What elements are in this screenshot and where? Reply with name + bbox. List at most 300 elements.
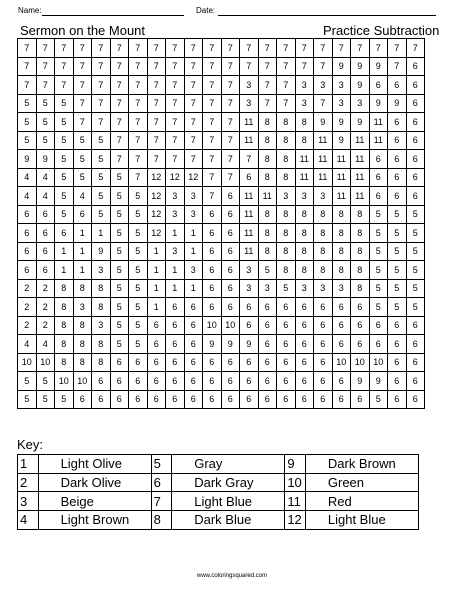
grid-cell: 9: [351, 57, 370, 76]
grid-cell: 7: [277, 57, 296, 76]
grid-cell: 6: [221, 298, 240, 317]
grid-cell: 3: [240, 261, 259, 280]
grid-cell: 11: [240, 224, 259, 243]
grid-cell: 1: [147, 261, 166, 280]
grid-cell: 6: [258, 372, 277, 391]
grid-cell: 7: [110, 150, 129, 169]
number-grid: [17, 38, 425, 409]
grid-cell: 1: [166, 261, 185, 280]
grid-cell: 6: [258, 353, 277, 372]
grid-cell: 5: [36, 372, 55, 391]
grid-cell: 6: [314, 372, 333, 391]
grid-cell: 7: [147, 57, 166, 76]
grid-cell: 11: [351, 187, 370, 206]
grid-cell: 6: [147, 372, 166, 391]
grid-cell: 6: [166, 298, 185, 317]
grid-cell: 6: [92, 372, 111, 391]
grid-cell: 3: [73, 298, 92, 317]
grid-cell: 3: [92, 316, 111, 335]
key-color-name: Light Blue: [172, 492, 285, 511]
grid-cell: 7: [129, 76, 148, 95]
grid-cell: 9: [369, 372, 388, 391]
grid-cell: 5: [55, 187, 74, 206]
grid-cell: 1: [92, 224, 111, 243]
grid-cell: 6: [203, 353, 222, 372]
grid-cell: 7: [258, 76, 277, 95]
grid-cell: 7: [406, 39, 425, 58]
grid-cell: 7: [203, 187, 222, 206]
grid-cell: 8: [92, 335, 111, 354]
grid-cell: 7: [388, 57, 407, 76]
grid-cell: 7: [110, 113, 129, 132]
grid-cell: 6: [369, 187, 388, 206]
grid-cell: 6: [332, 372, 351, 391]
grid-cell: 7: [36, 76, 55, 95]
grid-cell: 5: [369, 224, 388, 243]
grid-cell: 2: [18, 316, 37, 335]
grid-cell: 10: [221, 316, 240, 335]
grid-cell: 7: [240, 39, 259, 58]
grid-cell: 5: [36, 131, 55, 150]
key-label: Key:: [17, 437, 44, 452]
grid-cell: 8: [55, 353, 74, 372]
grid-cell: 6: [166, 353, 185, 372]
grid-cell: 6: [129, 390, 148, 409]
grid-cell: 7: [184, 94, 203, 113]
grid-cell: 6: [369, 335, 388, 354]
grid-cell: 3: [184, 205, 203, 224]
grid-cell: 6: [203, 224, 222, 243]
grid-cell: 4: [36, 168, 55, 187]
grid-cell: 6: [147, 390, 166, 409]
grid-cell: 7: [277, 76, 296, 95]
grid-cell: 7: [147, 76, 166, 95]
grid-cell: 7: [221, 131, 240, 150]
key-row: [18, 511, 419, 530]
grid-cell: 10: [55, 372, 74, 391]
grid-cell: 6: [147, 353, 166, 372]
grid-cell: 1: [184, 224, 203, 243]
grid-cell: 6: [369, 316, 388, 335]
grid-cell: 9: [388, 94, 407, 113]
grid-cell: 11: [314, 168, 333, 187]
grid-row: [18, 390, 425, 409]
grid-cell: 5: [388, 205, 407, 224]
grid-cell: 7: [369, 39, 388, 58]
grid-cell: 6: [221, 224, 240, 243]
grid-cell: 5: [110, 168, 129, 187]
grid-row: [18, 205, 425, 224]
grid-cell: 6: [369, 168, 388, 187]
key-number: 7: [151, 492, 172, 511]
grid-cell: 1: [184, 279, 203, 298]
grid-cell: 6: [147, 335, 166, 354]
key-color-name: Dark Olive: [38, 473, 151, 492]
grid-row: [18, 316, 425, 335]
grid-cell: 8: [55, 316, 74, 335]
grid-cell: 6: [406, 113, 425, 132]
grid-cell: 7: [73, 113, 92, 132]
grid-cell: 11: [258, 187, 277, 206]
key-color-name: Dark Blue: [172, 511, 285, 530]
grid-cell: 11: [369, 131, 388, 150]
grid-cell: 6: [388, 316, 407, 335]
grid-cell: 6: [406, 390, 425, 409]
grid-cell: 5: [110, 316, 129, 335]
grid-cell: 3: [184, 261, 203, 280]
grid-cell: 7: [184, 131, 203, 150]
worksheet-title: Sermon on the Mount: [20, 23, 146, 38]
grid-cell: 7: [55, 57, 74, 76]
grid-cell: 6: [92, 390, 111, 409]
grid-cell: 7: [221, 150, 240, 169]
grid-cell: 5: [92, 150, 111, 169]
grid-cell: 7: [258, 39, 277, 58]
grid-cell: 6: [277, 353, 296, 372]
grid-cell: 6: [388, 76, 407, 95]
grid-cell: 6: [406, 187, 425, 206]
grid-cell: 8: [73, 279, 92, 298]
grid-cell: 6: [203, 242, 222, 261]
grid-cell: 1: [166, 279, 185, 298]
grid-cell: 5: [258, 261, 277, 280]
grid-cell: 11: [332, 168, 351, 187]
grid-cell: 8: [314, 224, 333, 243]
grid-cell: 8: [55, 279, 74, 298]
date-label: Date:: [196, 6, 216, 15]
grid-row: [18, 76, 425, 95]
grid-row: [18, 353, 425, 372]
grid-cell: 6: [221, 242, 240, 261]
grid-cell: 6: [221, 390, 240, 409]
grid-cell: 8: [55, 298, 74, 317]
grid-cell: 12: [147, 224, 166, 243]
grid-cell: 6: [36, 205, 55, 224]
grid-cell: 8: [277, 224, 296, 243]
grid-cell: 6: [314, 298, 333, 317]
key-color-name: Dark Gray: [172, 473, 285, 492]
grid-cell: 8: [295, 261, 314, 280]
grid-cell: 5: [406, 224, 425, 243]
grid-cell: 6: [332, 335, 351, 354]
grid-cell: 6: [295, 353, 314, 372]
grid-cell: 8: [55, 335, 74, 354]
grid-cell: 7: [203, 113, 222, 132]
grid-cell: 8: [314, 205, 333, 224]
grid-cell: 7: [129, 168, 148, 187]
grid-cell: 5: [406, 279, 425, 298]
grid-cell: 3: [314, 187, 333, 206]
grid-cell: 6: [221, 353, 240, 372]
grid-cell: 5: [110, 261, 129, 280]
grid-cell: 7: [129, 94, 148, 113]
grid-cell: 1: [147, 279, 166, 298]
grid-cell: 6: [221, 205, 240, 224]
grid-cell: 7: [92, 113, 111, 132]
grid-cell: 5: [406, 242, 425, 261]
grid-cell: 7: [295, 39, 314, 58]
grid-cell: 7: [295, 57, 314, 76]
grid-cell: 7: [73, 76, 92, 95]
grid-cell: 6: [203, 261, 222, 280]
grid-cell: 5: [388, 261, 407, 280]
grid-row: [18, 57, 425, 76]
grid-cell: 8: [258, 242, 277, 261]
key-number: 2: [18, 473, 39, 492]
name-label: Name:: [18, 6, 42, 15]
grid-cell: 6: [277, 372, 296, 391]
grid-cell: 8: [92, 279, 111, 298]
grid-cell: 9: [92, 242, 111, 261]
grid-cell: 6: [203, 279, 222, 298]
grid-cell: 11: [332, 150, 351, 169]
grid-cell: 3: [92, 261, 111, 280]
grid-cell: 6: [240, 298, 259, 317]
grid-cell: 8: [73, 335, 92, 354]
key-color-name: Beige: [38, 492, 151, 511]
key-number: 3: [18, 492, 39, 511]
grid-cell: 11: [240, 131, 259, 150]
name-line: [42, 15, 184, 16]
grid-cell: 8: [351, 224, 370, 243]
grid-cell: 11: [314, 150, 333, 169]
key-color-name: Gray: [172, 455, 285, 474]
key-row: [18, 492, 419, 511]
grid-cell: 1: [73, 242, 92, 261]
grid-cell: 6: [406, 353, 425, 372]
grid-cell: 7: [203, 76, 222, 95]
grid-cell: 9: [332, 57, 351, 76]
grid-cell: 7: [73, 39, 92, 58]
grid-cell: 7: [129, 113, 148, 132]
grid-cell: 1: [73, 261, 92, 280]
grid-cell: 5: [110, 224, 129, 243]
grid-cell: 7: [203, 168, 222, 187]
grid-cell: 9: [332, 131, 351, 150]
grid-cell: 4: [36, 187, 55, 206]
grid-cell: 6: [406, 335, 425, 354]
grid-cell: 7: [221, 57, 240, 76]
grid-cell: 6: [406, 131, 425, 150]
grid-cell: 6: [258, 316, 277, 335]
grid-cell: 8: [351, 242, 370, 261]
grid-cell: 5: [18, 131, 37, 150]
grid-cell: 6: [388, 353, 407, 372]
key-row: [18, 473, 419, 492]
grid-cell: 8: [295, 113, 314, 132]
grid-cell: 3: [332, 94, 351, 113]
grid-cell: 9: [369, 57, 388, 76]
grid-cell: 10: [369, 353, 388, 372]
grid-cell: 5: [129, 224, 148, 243]
grid-cell: 7: [129, 150, 148, 169]
key-number: 6: [151, 473, 172, 492]
grid-cell: 7: [221, 94, 240, 113]
grid-cell: 8: [277, 261, 296, 280]
grid-cell: 8: [314, 261, 333, 280]
grid-cell: 6: [221, 187, 240, 206]
grid-cell: 6: [129, 372, 148, 391]
grid-cell: 5: [92, 187, 111, 206]
grid-cell: 8: [258, 131, 277, 150]
grid-cell: 6: [221, 279, 240, 298]
grid-cell: 11: [351, 168, 370, 187]
grid-cell: 7: [184, 113, 203, 132]
grid-cell: 2: [36, 316, 55, 335]
grid-cell: 6: [221, 372, 240, 391]
grid-cell: 6: [388, 390, 407, 409]
grid-cell: 8: [277, 150, 296, 169]
grid-cell: 6: [388, 150, 407, 169]
grid-cell: 6: [184, 335, 203, 354]
grid-cell: 6: [406, 316, 425, 335]
grid-cell: 1: [73, 224, 92, 243]
grid-cell: 7: [203, 39, 222, 58]
grid-cell: 7: [55, 76, 74, 95]
grid-cell: 8: [277, 205, 296, 224]
grid-cell: 8: [73, 353, 92, 372]
grid-cell: 6: [110, 372, 129, 391]
grid-cell: 6: [277, 335, 296, 354]
grid-cell: 3: [332, 76, 351, 95]
grid-cell: 7: [110, 76, 129, 95]
grid-cell: 5: [18, 372, 37, 391]
grid-cell: 8: [332, 205, 351, 224]
grid-cell: 7: [166, 113, 185, 132]
key-number: 8: [151, 511, 172, 530]
grid-cell: 3: [295, 76, 314, 95]
grid-cell: 11: [351, 150, 370, 169]
grid-row: [18, 372, 425, 391]
grid-cell: 9: [36, 150, 55, 169]
grid-cell: 5: [110, 187, 129, 206]
grid-cell: 8: [258, 113, 277, 132]
grid-cell: 6: [388, 335, 407, 354]
grid-cell: 5: [129, 316, 148, 335]
grid-cell: 7: [351, 39, 370, 58]
grid-cell: 6: [406, 57, 425, 76]
grid-cell: 7: [55, 39, 74, 58]
key-color-name: Red: [305, 492, 418, 511]
grid-cell: 5: [36, 113, 55, 132]
date-line: [218, 15, 436, 16]
grid-cell: 5: [129, 261, 148, 280]
grid-cell: 6: [240, 353, 259, 372]
grid-cell: 6: [314, 390, 333, 409]
grid-cell: 6: [166, 316, 185, 335]
grid-cell: 2: [36, 298, 55, 317]
grid-cell: 6: [295, 316, 314, 335]
grid-cell: 6: [184, 390, 203, 409]
grid-cell: 7: [184, 150, 203, 169]
grid-cell: 5: [129, 279, 148, 298]
grid-cell: 9: [369, 94, 388, 113]
grid-cell: 7: [203, 150, 222, 169]
grid-cell: 10: [332, 353, 351, 372]
grid-cell: 7: [314, 39, 333, 58]
grid-row: [18, 242, 425, 261]
grid-cell: 7: [18, 57, 37, 76]
grid-cell: 6: [184, 372, 203, 391]
grid-cell: 6: [295, 390, 314, 409]
grid-cell: 8: [258, 168, 277, 187]
grid-cell: 10: [36, 353, 55, 372]
grid-cell: 6: [351, 316, 370, 335]
grid-cell: 5: [110, 298, 129, 317]
grid-cell: 5: [129, 242, 148, 261]
grid-cell: 7: [240, 150, 259, 169]
worksheet-subtitle: Practice Subtraction: [323, 23, 440, 38]
grid-cell: 5: [369, 205, 388, 224]
key-color-name: Dark Brown: [305, 455, 418, 474]
grid-cell: 3: [314, 76, 333, 95]
grid-cell: 6: [388, 113, 407, 132]
grid-cell: 6: [388, 168, 407, 187]
grid-cell: 7: [92, 39, 111, 58]
grid-cell: 6: [406, 168, 425, 187]
grid-cell: 5: [92, 168, 111, 187]
grid-row: [18, 298, 425, 317]
grid-cell: 1: [147, 298, 166, 317]
grid-cell: 7: [203, 57, 222, 76]
grid-cell: 7: [73, 57, 92, 76]
grid-cell: 6: [110, 353, 129, 372]
grid-cell: 9: [351, 113, 370, 132]
grid-cell: 6: [351, 390, 370, 409]
grid-cell: 7: [314, 57, 333, 76]
grid-cell: 7: [221, 39, 240, 58]
grid-cell: 5: [73, 168, 92, 187]
grid-cell: 7: [36, 39, 55, 58]
grid-cell: 8: [258, 205, 277, 224]
grid-cell: 3: [240, 279, 259, 298]
grid-cell: 6: [184, 298, 203, 317]
grid-cell: 3: [240, 76, 259, 95]
grid-cell: 8: [277, 113, 296, 132]
grid-cell: 5: [129, 298, 148, 317]
grid-row: [18, 261, 425, 280]
grid-cell: 5: [55, 113, 74, 132]
grid-cell: 7: [147, 39, 166, 58]
grid-cell: 7: [388, 39, 407, 58]
grid-cell: 7: [73, 94, 92, 113]
grid-cell: 3: [166, 242, 185, 261]
grid-cell: 6: [258, 298, 277, 317]
grid-cell: 8: [295, 224, 314, 243]
grid-cell: 6: [332, 298, 351, 317]
grid-cell: 5: [55, 168, 74, 187]
key-number: 9: [285, 455, 306, 474]
grid-cell: 7: [129, 57, 148, 76]
grid-cell: 9: [332, 113, 351, 132]
grid-cell: 1: [184, 242, 203, 261]
key-number: 10: [285, 473, 306, 492]
grid-cell: 7: [277, 94, 296, 113]
grid-cell: 8: [295, 131, 314, 150]
grid-cell: 8: [277, 131, 296, 150]
grid-cell: 7: [166, 94, 185, 113]
grid-cell: 7: [110, 57, 129, 76]
grid-cell: 6: [277, 298, 296, 317]
key-color-name: Light Olive: [38, 455, 151, 474]
grid-cell: 8: [332, 242, 351, 261]
grid-cell: 6: [351, 298, 370, 317]
key-number: 4: [18, 511, 39, 530]
grid-cell: 6: [18, 261, 37, 280]
grid-cell: 6: [18, 242, 37, 261]
grid-cell: 9: [221, 335, 240, 354]
grid-cell: 6: [295, 335, 314, 354]
